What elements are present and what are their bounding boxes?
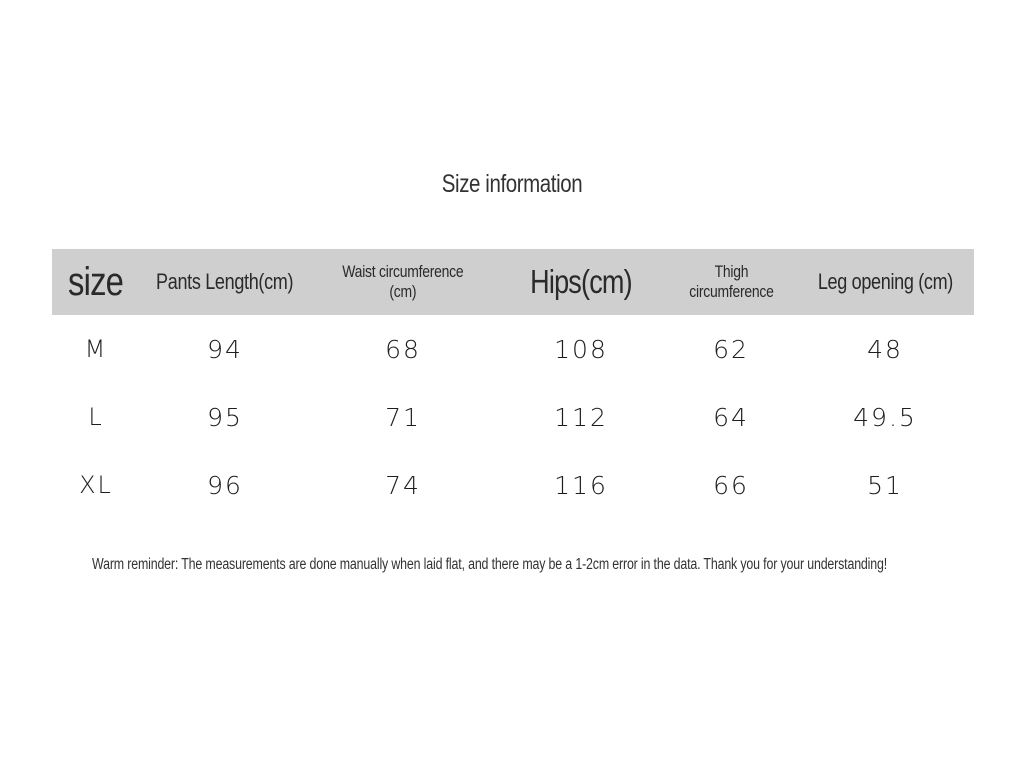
- header-label: Leg opening (cm): [817, 268, 953, 294]
- header-cell-leg-opening: [796, 269, 974, 295]
- cell-waist: 74: [385, 470, 421, 500]
- table-header-row: [52, 249, 974, 315]
- cell-thigh: 66: [713, 470, 749, 500]
- cell-size: XL: [79, 471, 113, 499]
- header-cell-waist: [310, 262, 496, 303]
- header-cell-size: [52, 258, 140, 306]
- cell-thigh: 62: [713, 334, 749, 364]
- cell-waist: 68: [385, 334, 421, 364]
- header-label: size: [68, 260, 124, 304]
- header-label: Pants Length(cm): [156, 268, 294, 294]
- header-cell-thigh: [666, 262, 796, 303]
- size-table: [52, 249, 974, 519]
- cell-pants-length: 96: [207, 470, 243, 500]
- header-label: Waist circumference (cm): [342, 261, 464, 301]
- cell-pants-length: 94: [207, 334, 243, 364]
- cell-leg-opening: 48: [867, 334, 903, 364]
- table-row: [52, 315, 974, 383]
- warm-reminder-note: Warm reminder: The measurements are done manually when laid flat, and there may be a 1-2cm error in the data. Thank you for your understanding!: [92, 556, 888, 573]
- cell-waist: 71: [385, 402, 421, 432]
- cell-size: L: [88, 403, 104, 431]
- header-cell-pants-length: [140, 269, 310, 295]
- cell-pants-length: 95: [207, 402, 243, 432]
- cell-leg-opening: 51: [867, 470, 903, 500]
- cell-leg-opening: 49.5: [853, 402, 917, 432]
- cell-hips: 116: [554, 470, 608, 500]
- cell-size: M: [84, 335, 108, 363]
- table-row: [52, 451, 974, 519]
- cell-hips: 112: [554, 402, 608, 432]
- cell-hips: 108: [554, 334, 608, 364]
- header-label: Hips(cm): [530, 263, 632, 301]
- table-row: [52, 383, 974, 451]
- cell-thigh: 64: [713, 402, 749, 432]
- page-title: Size information: [441, 170, 583, 198]
- header-label: Thigh circumference: [688, 261, 774, 301]
- header-cell-hips: [496, 262, 666, 302]
